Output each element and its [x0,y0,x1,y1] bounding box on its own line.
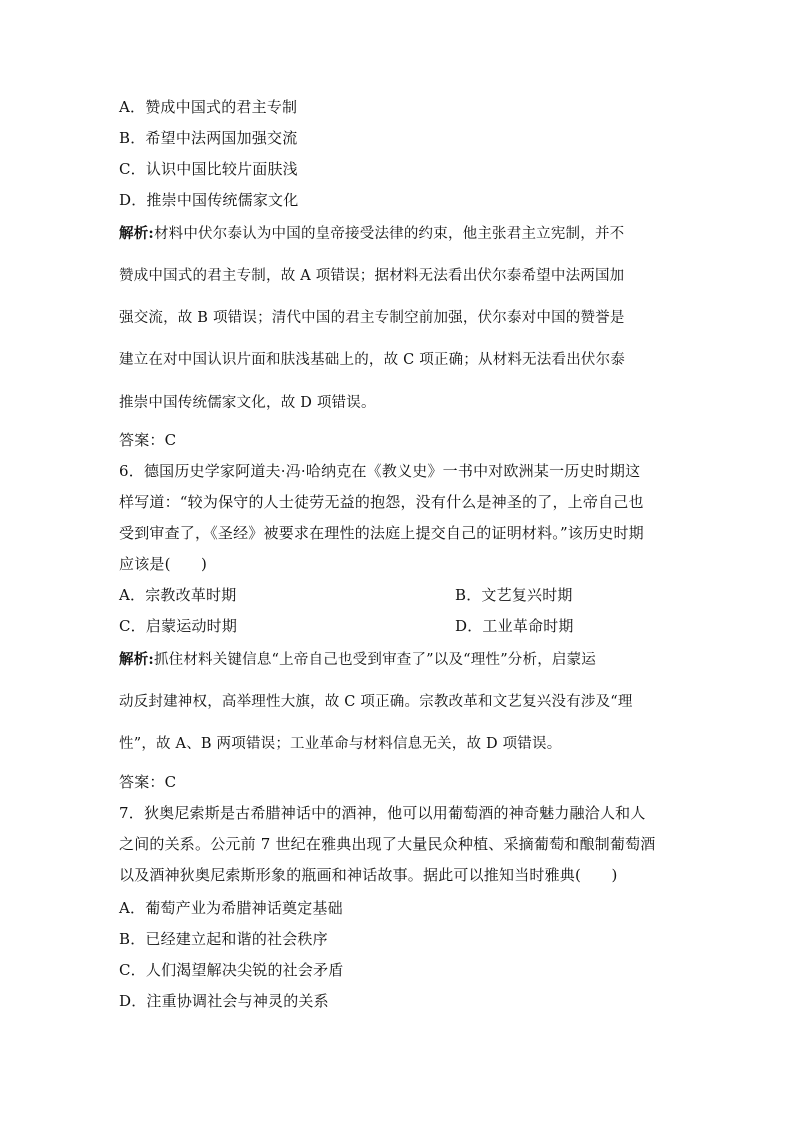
q7-option-b: B．已经建立起和谐的社会秩序 [119,930,328,948]
q6-answer: 答案：C [119,773,177,791]
q6-analysis-line: 动反封建神权，高举理性大旗，故 C 项正确。宗教改革和文艺复兴没有涉及“理 [119,694,633,710]
q6-analysis-line [119,650,596,670]
q5-option-c: C．认识中国比较片面肤浅 [119,160,298,178]
q7-stem-line: 7．狄奥尼索斯是古希腊神话中的酒神，他可以用葡萄酒的神奇魅力融洽人和人 [119,804,646,822]
q6-stem-line: 应该是( ) [119,555,208,573]
q7-stem-line: 以及酒神狄奥尼索斯形象的瓶画和神话故事。据此可以推知当时雅典( ) [119,866,618,884]
q6-option-a: A．宗教改革时期 [119,586,237,604]
q7-option-c: C．人们渴望解决尖锐的社会矛盾 [119,961,344,979]
q6-analysis-line: 性”，故 A、B 两项错误；工业革命与材料信息无关，故 D 项错误。 [119,736,562,752]
q5-answer: 答案：C [119,431,177,449]
q7-stem-line: 之间的关系。公元前 7 世纪在雅典出现了大量民众种植、采摘葡萄和酿制葡萄酒 [119,835,656,853]
q5-option-b: B．希望中法两国加强交流 [119,129,298,147]
q6-option-c: C．启蒙运动时期 [119,617,238,635]
q7-option-d: D．注重协调社会与神灵的关系 [119,992,329,1010]
q5-analysis-line: 赞成中国式的君主专制，故 A 项错误；据材料无法看出伏尔泰希望中法两国加 [119,268,625,284]
q5-analysis-line: 建立在对中国认识片面和肤浅基础上的，故 C 项正确；从材料无法看出伏尔泰 [119,352,626,368]
q6-option-b: B．文艺复兴时期 [455,586,573,604]
q6-option-d: D．工业革命时期 [455,617,574,635]
q7-option-a: A．葡萄产业为希腊神话奠定基础 [119,899,343,917]
q5-analysis-text: 材料中伏尔泰认为中国的皇帝接受法律的约束，他主张君主立宪制，并不 [153,226,625,242]
q5-analysis-label: 解析: [119,225,154,242]
q5-option-a: A．赞成中国式的君主专制 [119,98,298,116]
q5-analysis-line: 推崇中国传统儒家文化，故 D 项错误。 [119,395,376,411]
q6-stem-line: 受到审查了，《圣经》被要求在理性的法庭上提交自己的证明材料。”该历史时期 [119,524,644,542]
q5-analysis-line [119,224,624,244]
q6-stem-line: 样写道：“较为保守的人士徒劳无益的抱怨，没有什么是神圣的了，上帝自己也 [119,493,644,511]
q5-analysis-line: 强交流，故 B 项错误；清代中国的君主专制空前加强，伏尔泰对中国的赞誉是 [119,310,625,326]
q6-analysis-label: 解析: [119,651,154,668]
q5-option-d: D．推崇中国传统儒家文化 [119,191,299,209]
q6-stem-line: 6．德国历史学家阿道夫·冯·哈纳克在《教义史》一书中对欧洲某一历史时期这 [119,462,641,480]
q6-analysis-text: 抓住材料关键信息“上帝自己也受到审查了”以及“理性”分析，启蒙运 [153,652,597,668]
